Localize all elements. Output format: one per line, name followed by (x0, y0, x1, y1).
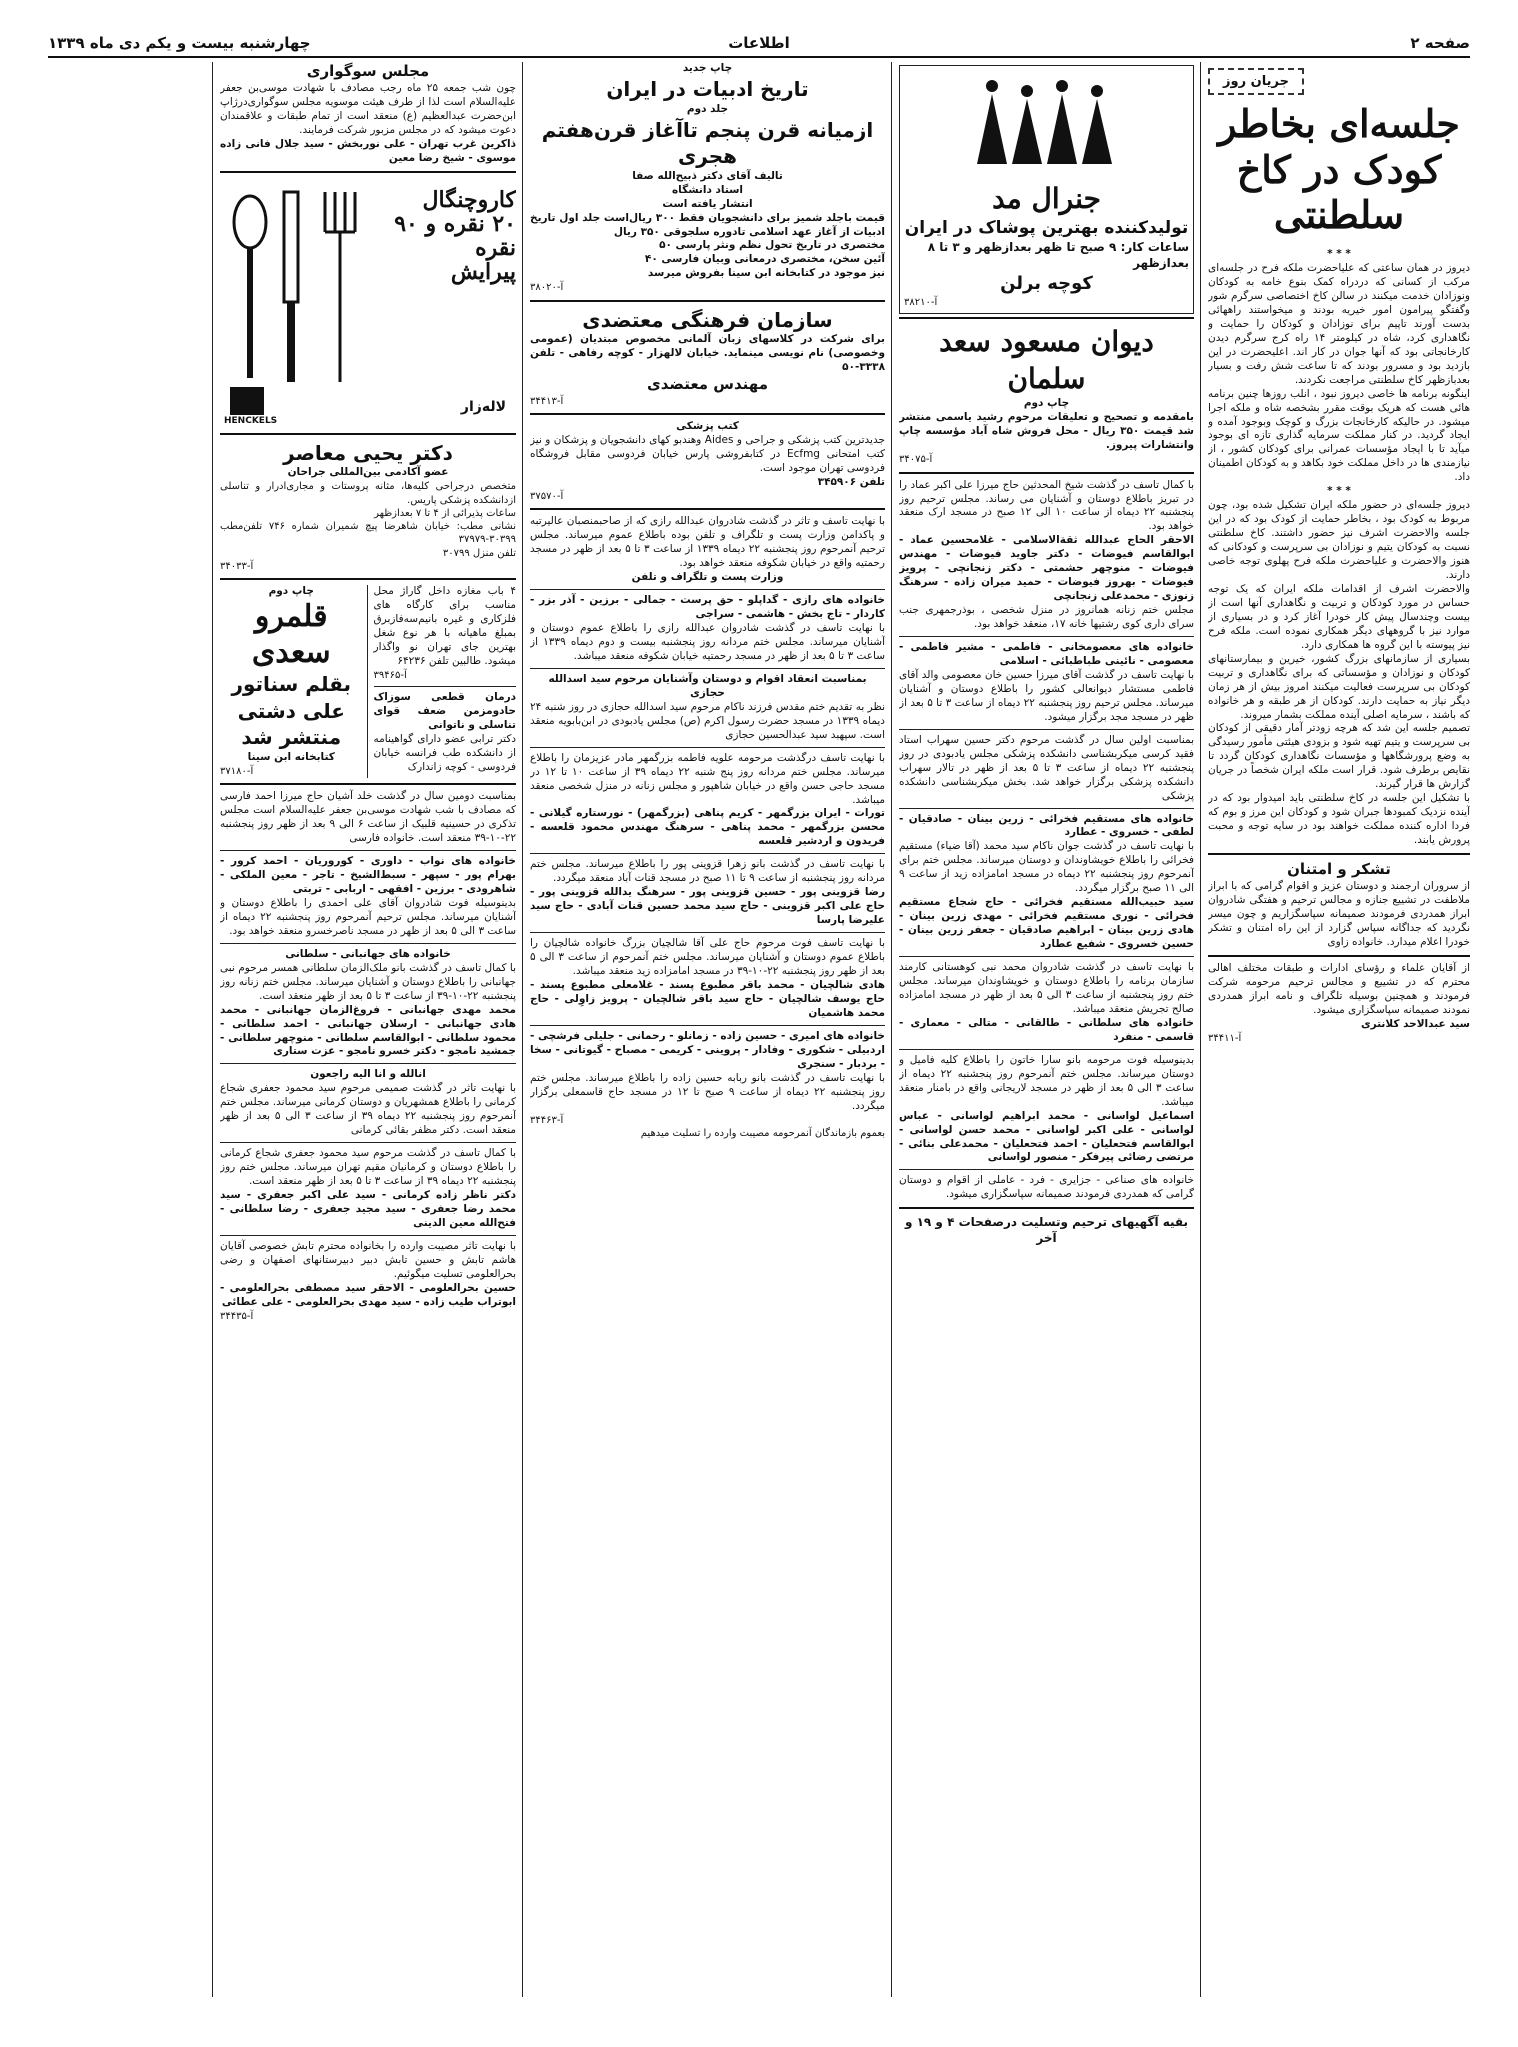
book2-author: بقلم سناتور علی دشتی (231, 672, 352, 723)
article-paragraph: اینگونه برنامه ها خاصی دیروز نبود ، انلب روزها چنین برنامه هائی هست که هریک بوقت مقرر بشخصه شاه و ملکه اجرا میشود. در حالیکه کارخانجات بزرگ و کوچک وبوجود آمده و ایجاد گردید. در کنار مملکت سرمایه گذاری تازه ای بوجود میآید تا با ایجاد مؤسسات عمرانی برای کودکان کشور ، از نیازمندی ها در داخل مملکت خود بکاهد و به کودکان اطمینان داد. (1208, 387, 1470, 484)
ad-reference: آ-۳۴۴۶۳ (530, 1114, 564, 1126)
divan-title: دیوان مسعود سعد سلمان (899, 317, 1194, 397)
obituary-notice: با نهایت تاسف درگذشت مرحومه علویه فاطمه بزرگمهر مادر عزیزمان را باطلاع میرساند. مجلس ختم مردانه روز پنج شنبه ۲۲ دیماه ۳۹ از ساعت ۱۰ تا ۱۲ در مسجد حاجی حسن واقع در خیابان شاهپور و مجلس زنانه در منزل شخصی منعقد میباشد. (530, 751, 885, 806)
book-volume: جلد دوم (686, 102, 729, 115)
obituary-families: خانواده های جهانبانی - سلطانی (285, 947, 451, 960)
ad-reference: آ-۳۸۲۱۰ (904, 296, 938, 308)
org-title: سازمان فرهنگی معتضدی (582, 307, 833, 332)
obituary-heading: بمناسبت انعقاد اقوام و دوستان وآشنایان مرحوم سید اسدالله حجازی (548, 672, 867, 699)
obituary-signers: هادی شالچیان - محمد باقر مطبوع پسند - غلامعلی مطبوع پسند - حاج یوسف شالچیان - حاج سید باقر شالچیان - پرویز زاوِلی - حاج محمد هاشمیان (530, 978, 885, 1019)
product-line-1: کاروچنگال (422, 186, 516, 213)
obituary-signers: سید حبیب‌الله مستقیم فخرائی - حاج شجاع مستقیم فخرائی - نوری مستقیم فخرائی - مهدی زرین بینان - هادی زرین بینان - ابراهیم صادقیان - جعفر زرین بینان - حسین خسروی - شفیع عطارد (899, 896, 1194, 951)
ad-reference: آ-۳۴۰۷۵ (899, 454, 933, 466)
obituary-notice: با نهایت تاسف در گذشت شادروان عبدالله رازی را باطلاع عموم دوستان و آشنایان میرساند. مجلس ختم مردانه روز پنجشنبه بیست و دوم دیماه ۱۳۳۹ از ساعت ۳ تا ۵ بعد از ظهر در مسجد رحمتیه خیابان شکوفه منعقد میباشد. (530, 622, 885, 662)
column-rule (891, 62, 892, 1997)
newspaper-name: اطلاعات (728, 34, 790, 52)
ad-reference: آ-۳۴۴۱۳ (530, 396, 564, 407)
obituary-notice: با نهایت تاسف در گذشت آقای میرزا حسین خان معصومی والد آقای فاطمی مستشار دیوانعالی کشور را باطلاع دوستان و آشنایان میرساند. مجلس ترحیم روز پنجشنبه ۲۲ دیماه از ساعت ۳ تا ۵ بعد از ظهر در مسجد مجد برگزار میشود. (899, 668, 1194, 723)
column-rule (1200, 62, 1201, 1997)
stars-divider: * * * (1327, 485, 1351, 498)
obituary-signers: اسماعیل لواسانی - محمد ابراهیم لواسانی - عباس لواسانی - علی اکبر لواسانی - محمد حسن لواسانی - ابوالقاسم فتحعلیان - احمد فتحعلیان - محمدعلی بنائی - مرتضی رضائی پیرفکر - منصور لواسانی (899, 1109, 1194, 1164)
mourning-title: مجلس سوگواری (306, 62, 430, 80)
book-author: تالیف آقای دکتر ذبیح‌الله صفا (632, 169, 783, 182)
column-fashion-notices (899, 62, 1194, 1997)
obituary-notice: با کمال تاسف در گذشت شیخ المحدثین حاج میرزا علی اکبر عماد را در تبریز باطلاع دوستان و آشنایان می رساند. مجلس ترحیم روز پنجشنبه ۲۲ دیماه از ساعت ۱۰ الی ۱۲ صبح در مسجد ارک منعقد خواهد بود. (899, 478, 1194, 533)
book-subtitle: ازمیانه قرن پنجم تاآغاز قرن‌هفتم هجری (541, 117, 874, 169)
condolence-line: بعموم بازماندگان آنمرحومه مصیبت وارده را تسلیت میدهیم (640, 1127, 885, 1139)
obituary-notice: با نهایت تاسف در گذشت شادروان محمد نبی کوهستانی کارمند سازمان برنامه را باطلاع دوستان و خویشاوندان میرساند. مجلس ختم روز پنجشنبه از ساعت ۳ الی ۵ بعد از ظهر در مسجد امامزاده صالح تجریش منعقد میباشد. (899, 961, 1194, 1015)
book-published: انتشار یافته است (662, 197, 753, 210)
obituary-signers: رضا قزوینی پور - حسین قزوینی پور - سرهنگ یدالله قزوینی پور - حاج علی اکبر قزوینی - حاج سید محمد حسین قنات آبادی - حاج سید علیرضا پارسا (530, 886, 885, 927)
obituary-families: خانواده های نواب - داوری - کوروریان - احمد کرور - بهرام پور - سپهر - سبط‌الشیخ - تاجر - معین الملکی - شاهرودی - برزین - افقهی - اربابی - تربتی (220, 855, 516, 895)
masthead (48, 34, 1470, 58)
fashion-brand: جنرال مد (992, 182, 1101, 215)
product-line-2: ۲۰ نقره و ۹۰ نقره (394, 210, 516, 262)
obituary-families: خانواده های معصومخانی - فاطمی - مشیر فاطمی - معصومی - نائینی طباطبائی - اسلامی (899, 641, 1194, 667)
obituary-families: خانواده های رازی - گداپلو - حق پرست - جمالی - برزین - آذر بزر - کاردار - تاج بخش - هاشمی - سراجی (530, 594, 885, 621)
org-body: برای شرکت در کلاسهای زبان آلمانی مخصوص مبتدیان (عمومی وخصوصی) نام نویسی مینماید. خیابان لالهزار - کوچه رفاهی - تلفن ۳۳۳۸-۵۰ (530, 333, 885, 374)
obituary-notice: نظر به تقدیم ختم مقدس فرزند ناکام مرحوم سید اسدالله حجازی در روز شنبه ۲۴ دیماه ۱۳۳۹ در مسجد حضرت رسول اکرم (ص) مجلس یادبودی در ابن‌بابویه منعقد است. سپهبد سید عبدالحسین حجازی (530, 700, 885, 741)
article-paragraph: با تشکیل این جلسه در کاخ سلطنتی باید امیدوار بود که در آینده نزدیک کمبودها جبران شود و کودکان این مرز و بوم که فردا اداره کننده مملکت خواهند بود در سایه توجه و محبت پرورش یابند. (1208, 792, 1470, 847)
book2-kicker: چاپ دوم (268, 585, 314, 598)
obituary-notice: با نهایت تاثر در گذشت صمیمی مرحوم سید محمود جعفری شجاع کرمانی را باطلاع همشهریان و دوستان کرمانی میرساند. مجلس ختم آنمرحوم روز پنجشنبه ۲۲ دیماه ۳۹ از ساعت ۳ الی ۵ بعد از ظهر منعقد است. دکتر مظفر بقائی کرمانی (220, 1082, 516, 1137)
obituary-signers: حسین بحرالعلومی - الاحقر سید مصطفی بحرالعلومی - ابوتراب طیب زاده - سید مهدی بحرالعلومی - علی عطائی (220, 1281, 516, 1308)
obituary-families: خانواده های امیری - حسین زاده - زمانلو - رحمانی - جلیلی فرشچی - اردبیلی - شکوری - وفادار - پروینی - کریمی - مصباح - گیوتانی - سخا - بردبار - سنجری (530, 1029, 885, 1070)
ad-reference: آ-۳۸۰۲۰ (530, 282, 564, 294)
doctor-name: دکتر یحیی معاصر (283, 440, 453, 465)
obituary-notice: با کمال تاسف در گذشت مرحوم سید محمود جعفری شجاع کرمانی را باطلاع دوستان و کرمانیان مقیم تهران میرساند. مجلس ختم روز پنجشنبه ۲۲ دیماه ۳۹ از ساعت ۳ تا ۵ بعد از ظهر منعقد است. (220, 1147, 516, 1188)
obituary-notice: بمناسبت اولین سال در گذشت مرحوم دکتر حسین سهراب استاد فقید کرسی میکربشناسی دانشکده پزشکی مجلس یادبودی در روز پنجشنبه ۲۲ دیماه از ساعت ۳ تا ۵ بعد از ظهر در تالار سهراب دانشکده پزشکی برگزار خواهد شد. بخش میکربشناسی دانشکده پزشکی (899, 733, 1194, 802)
obituary-notice: مجلس ختم زنانه همانروز در منزل شخصی ، بوذرجمهری جنب سرای داری کوی رشتیها خانه ۱۷، منعقد خواهد بود. (899, 604, 1194, 631)
acknowledgement-body: از آقایان علماء و رؤسای ادارات و طبقات مختلف اهالی محترم که در تشییع و مجالس ترحیم مرحومه شرکت فرمودند و همچنین بوسیله تلگراف و نامه ابراز همدردی نمودند صمیمانه سپاسگزاری میشود. (1208, 961, 1470, 1016)
fashion-address: کوچه برلن (1000, 272, 1093, 294)
column-rule (522, 62, 523, 1997)
obituary-families: خانواده های مستقیم فخرائی - زرین بینان - صادقیان - لطفی - خسروی - عطارد (899, 812, 1194, 839)
article-paragraph: تصمیم جلسه این شد که هرچه زودتر آمار دقیقی از کودکان بی سرپرست و یتیم تهیه شود و بزودی هیئتی مأمور رسیدگی به وضع پرورشگاهها و مؤسسات نگاهداری کودکان گردد تا نقایص برطرف شود. قرار است ملکه ایران شخصاً در جریان گزارش ها قرار گیرند. (1208, 722, 1470, 791)
column-daily-events (1208, 62, 1470, 1997)
book-prices: قیمت باجلد شمیز برای دانشجویان فقط ۳۰۰ ریال‌است جلد اول تاریخ ادبیات از آغاز عهد اسلامی تادوره سلجوقی ۳۵۰ ریال مختصری در تاریخ تحول نظم ونثر پارسی ۵۰ آئین سخن، مختصری درمعانی وبیان فارسی ۴۰ نیز موجود در کتابخانه ابن سینا بفروش میرسد (530, 211, 885, 280)
book-kicker: چاپ جدید (682, 62, 733, 74)
obituary-families: خانواده های سلطانی - طالقانی - متالی - معماری - قاسمی - منفرد (899, 1016, 1194, 1043)
acknowledgement-signature: سید عبدالاحد کلانتری (1360, 1017, 1470, 1030)
obituary-notice: با نهایت تاسف در گذشت بانو ربابه حسین زاده را باطلاع میرساند. مجلس ختم روز پنجشنبه ۲۲ دیماه از ساعت ۹ صبح تا ۱۲ در مسجد حاج قاسمعلی برگزار میگردد. (530, 1071, 885, 1112)
obituary-notice: با کمال تاسف در گذشت بانو ملک‌الزمان سلطانی همسر مرحوم نبی جهانبانی را باطلاع دوستان و آشنایان میرساند. مجلس ختم زنانه روز پنجشنبه ۲۲-۱۰-۳۹ از ساعت ۳ تا ۵ بعد از ظهر منعقد است. (220, 961, 516, 1002)
main-headline: جلسه‌ای بخاطر کودک در کاخ سلطنتی (1218, 101, 1460, 238)
doctor-title: عضو آکادمی بین‌المللی جراحان (287, 466, 449, 479)
org-signature: مهندس معتضدی (647, 375, 768, 394)
obituary-signers: محمد مهدی جهانبانی - فروغ‌الزمان جهانبانی - محمد هادی جهانبانی - ارسلان جهانبانی - احمد سلطانی - محمود سلطانی - ابوالقاسم سلطانی - منوچهر سلطانی - جمشید نامجو - دکتر خسرو نامجو - عزت ستاری (220, 1003, 516, 1058)
clinic-ad-title: درمان قطعی سوزاک حادومزمن ضعف قوای تناسلی و ناتوانی (373, 691, 516, 732)
obituary-notice: بدینوسیله فوت مرحومه بانو سارا خاتون را باطلاع کلیه فامیل و دوستان میرساند. مجلس ختم آنمرحوم روز پنجشنبه ۲۲ دیماه از ساعت ۳ الی ۵ بعد از ظهر در مسجد لاریجانی واقع در بامنار منعقد میباشد. (899, 1053, 1194, 1108)
ad-reference: آ-۳۷۵۷۰ (530, 491, 564, 503)
hours-label: ساعات کار: (1120, 239, 1189, 254)
obituary-heading: انالله و انا الیه راجعون (310, 1068, 426, 1081)
obituary-notice: با نهایت تاسف در گذشت بانو زهرا قزوینی پور را باطلاع میرساند. مجلس ختم مردانه روز پنجشنبه از ساعت ۹ تا ۱۱ صبح در مسجد قنات آباد منعقد میگردد. (530, 858, 885, 885)
divan-body: بامقدمه و تصحیح و تعلیقات مرحوم رشید یاسمی منتشر شد قیمت ۳۵۰ ریال - محل فروش شاه آباد مؤسسه چاپ وانتشارات پیروز. (899, 411, 1194, 452)
book-author-role: استاد دانشگاه (671, 183, 744, 196)
medical-books-title: کتب پزشکی (676, 420, 739, 433)
henckels-brand: HENCKELS (224, 415, 278, 426)
ad-reference: آ-۳۹۴۶۵ (373, 670, 407, 681)
clinic-ad-body: دکتر ترابی عضو دارای گواهینامه از دانشکده طب فرانسه خیابان فردوسی - کوچه زاندارک (373, 733, 516, 774)
henckels-ad (220, 178, 516, 428)
obituary-notice: با نهایت تاسف در گذشت جوان ناکام سید محمد (آقا ضیاء) مستقیم فخرائی را باطلاع خویشاوندان و دوستان میرساند. مجلس ختم برای آنمرحوم روز پنجشنبه ۲۲ دیماه در مسجد امامزاده زید از ساعت ۹ الی ۱۱ صبح برگزار میگردد. (899, 840, 1194, 895)
fashion-ad (899, 65, 1194, 314)
column-ads-notices (220, 62, 516, 1997)
fashion-tagline: تولیدکننده بهترین پوشاک در ایران (904, 218, 1189, 239)
column-rule (212, 62, 213, 1997)
medical-books-body: جدیدترین کتب پزشکی و جراحی و Aides وهندبو کهای دانشجویان و پزشکان و نیز کتب امتحانی Ecfmg در کتابفروشی پارس خیابان فردوسی مقابل فروشگاه فردوسی تهران موجود است. (530, 434, 885, 475)
saadi-book-ad (220, 585, 368, 778)
issue-date: چهارشنبه بیست و یکم دی ماه ۱۳۳۹ (48, 34, 311, 52)
shop-location: لاله‌زار (460, 398, 506, 415)
doctor-details: متخصص درجراحی کلیه‌ها، مثانه پروستات و مجاری‌ادرار و تناسلی ازدانشکده پزشکی پاریس. ساعات پذیرائی از ۴ تا ۷ بعدازظهر نشانی مطب: خیابان شاهرضا پیچ شمیران شماره ۷۴۶ تلفن‌مطب ۳۰۳۹۹-۳۷۹۷۹ تلفن منزل ۳۰۷۹۹ (220, 481, 516, 559)
obituary-signers: الاحقر الحاج عبدالله ثقة‌الاسلامی - غلامحسین عماد - ابوالقاسم فیوضات - دکتر جاوید فیوضات - مهندس فیوضات - منوچهر حشمتی - دکتر زنجانچی - پرویز فیوضات - بهروز فیوضات - حمید میران زاده - سرهنگ زنوزی - محمدعلی زنجانچی (899, 534, 1194, 603)
shop-rent-body: ۴ باب مغازه داخل گاراژ محل مناسب برای کارگاه های فلزکاری و غیره بانیم‌سه‌فازبرق بمبلغ ماهیانه با هر نوع شغل بهترین جای تهران نو واگذار میشود. طالبین تلفن ۶۴۲۳۶ (373, 585, 516, 668)
hours-value: ۹ صبح تا ظهر بعدازظهر و ۳ تا ۸ بعدازظهر (927, 239, 1189, 270)
thanks-title: تشکر و امتنان (1287, 860, 1391, 879)
ad-reference: آ-۳۴۴۱۱ (1208, 1032, 1242, 1044)
medical-books-phone: تلفن ۳۴۵۹۰۶ (817, 476, 885, 489)
obituary-notice: با نهایت تاسف و تاثر در گذشت شادروان عبدالله رازی که از صاحبمنصبان عالیرتبه و پاکدامن وزارت پست و تلگراف و تلفن بوده باطلاع عموم میرساند. مجلس ترحیم آنمرحوم روز پنجشنبه ۲۲ دیماه ۱۳۳۹ از ساعت ۳ تا ۵ بعد از ظهر در مسجد رحمتیه واقع در خیابان شکوفه منعقد خواهد بود. (530, 515, 885, 570)
ad-reference: آ-۳۴۴۳۵ (220, 1310, 254, 1322)
obituary-notice: با نهایت تاسف فوت مرحوم حاج علی آقا شالچیان بزرگ خانواده شالچیان را باطلاع عموم دوستان و آشنایان میرساند. مجلس ختم آنمرحوم از ساعت ۳ الی ۵ بعد از ظهر روز پنجشنبه ۲۲-۱۰-۳۹ در مسجد امامزاده زید منعقد میباشد. (530, 937, 885, 977)
stars-divider: * * * (1327, 248, 1351, 261)
mourning-body: چون شب جمعه ۲۵ ماه رجب مصادف با شهادت موسی‌بن جعفر علیه‌السلام است لذا از طرف هیئت موسویه مجلس سوگواری‌درژاپ ابن‌حضرت عبدالعظیم (ع) منعقد است از تمام طبقات و علاقمندان دعوت میشود که در مجلس مزبور شرکت فرمایند. (220, 81, 516, 136)
continued-notice: بقیه آگهیهای ترحیم وتسلیت درصفحات ۴ و ۱۹ و آخر (904, 1215, 1189, 1246)
book2-title: قلمرو سعدی (251, 599, 331, 671)
fashion-figures-illustration (972, 74, 1122, 174)
article-paragraph: دیروز در همان ساعتی که علیاحضرت ملکه فرح در جلسه‌ای مرکب از کسانی که دردراه کمک بنوع خامه به کودکان ونوزادان خدمت میکنند در سالن کاخ اختصاصی سرگرم شور وگفتگو پیرامون امور خیریه بودند و میخواستند راههائی بدست آورند تاپیم برای نوزادان و کودکان را حمایت و نگاهداری کرد، شاه در کیلومتر ۱۴ راه کرج سرگرم دیدن کارخانجاتی بود که آنها جوان در کار اند. اعلیحضرت در این بازدید بود و مسرور بودند که تا ساعت شش رفت و بسیار بعدبازظهر کاخ سلطنتی مراجعت نکردند. (1208, 262, 1470, 386)
mourning-signers: ذاکرین غرب تهران - علی نوربخش - سید جلال فانی زاده موسوی - شیخ رضا معین (220, 137, 516, 164)
cutlery-illustration (220, 182, 370, 422)
obituary-signers: دکتر ناظر زاده کرمانی - سید علی اکبر جعفری - سید محمد رضا جعفری - سید مجید جعفری - رضا سلطانی - فتح‌الله معین الدینی (220, 1189, 516, 1229)
article-paragraph: والاحضرت اشرف از اقدامات ملکه ایران که یک توجه حساس در مورد کودکان و تربیت و نگاهداری آنها است از بیست وچندسال پیش کار خودرا آغاز کرد و در بسیاری از موارد نیز با گروههای دیگر همکاری نموده است. ملکه فرح نیز پیوسته با این گروه ها همکاری دارد. (1208, 582, 1470, 651)
column-books-notices (530, 62, 885, 1997)
obituary-signer: وزارت پست و تلگراف و تلفن (631, 571, 784, 584)
book-title: تاریخ ادبیات در ایران (606, 76, 809, 101)
section-kicker: جریان روز (1208, 68, 1304, 95)
product-line-3: پیرایش (450, 259, 516, 286)
ad-reference: آ-۳۷۱۸۰ (220, 765, 254, 777)
article-paragraph: دیروز جلسه‌ای در حضور ملکه ایران تشکیل شده بود، چون مربوط به کودک بود ، بخاطر حمایت از کودک بود که در این جلسه والاحضرت اشرف نیز حضور داشتند. کاخ سلطنتی نسبت به کودکان یتیم و نوزادان بی سرپرست و کودکانی که هنوز والاحضرت و علیاحضرت ملکه فرح پهلوی توجه خاصی دارند. (1208, 499, 1470, 581)
book2-published: منتشر شد (241, 725, 342, 750)
obituary-notice: بدینوسیله فوت شادروان آقای علی احمدی را باطلاع دوستان و آشنایان میرساند. مجلس ترحیم آنمرحوم روز پنجشنبه ۲۲ دیماه از ساعت ۳ الی ۵ بعد از ظهر در مسجد ناصرخسرو منعقد خواهد بود. (220, 896, 516, 937)
obituary-signers: تورات - ایران بزرگمهر - کریم پناهی (بزرگمهر) - نورستاره گیلانی - محسن بزرگمهر - محمد پناهی - سرهنگ مهندس محمود قلعسه - فریدون و اردشیر قلعسه (530, 807, 885, 848)
obituary-notice: بمناسبت دومین سال در گذشت خلد آشیان حاج میرزا احمد فارسی که مصادف با شب شهادت موسی‌بن جعفر علیه‌السلام است مجلس تذکری در حسینیه قلبیک از ساعت ۶ الی ۹ بعد از ظهر روز پنجشنبه ۲۲-۱۰-۳۹ منعقد است. خانواده فارسی (220, 790, 516, 845)
page-number: صفحه ۲ (1410, 34, 1470, 52)
obituary-notice: خانواده های صناعی - جزایری - فرد - عاملی از اقوام و دوستان گرامی که همدردی فرمودند صمیمانه سپاسگزاری میشود. (899, 1174, 1194, 1201)
article-paragraph: بسیاری از سازمانهای بزرگ کشور، خیرین و بیمارستانهای کودکان و نوزادان و مؤسساتی که برای نگاهداری و تربیت کودکان بی سرپرست فعالیت میکنند امروز بیش از هر زمان دیگر نیاز به حمایت دارند. کودکان از هر طبقه و هر خانواده که باشند ، سرمایه اصلی آینده مملکت بشمار میروند. (1208, 652, 1470, 721)
divan-edition: چاپ دوم (1023, 397, 1070, 410)
shop-rent-ad (374, 585, 517, 778)
book2-store: کتابخانه ابن سینا (247, 751, 335, 764)
thanks-body: از سروران ارجمند و دوستان عزیز و اقوام گرامی که با ابراز ملاطفت در تشییع جنازه و مجالس ترحیم و هفتگی شادروان ابراز همدردی فرمودند صمیمانه سپاسگزاریم و چون میسر نگردید که جداگانه سپاس گزارد از این راه امتنان و تشکر خودرا اعلام میدارد. خانواده زاوی (1208, 879, 1470, 948)
obituary-notice: با نهایت تاثر مصیبت وارده را بخانواده محترم تابش خصوصی آقایان هاشم تابش و حسین تابش دبیر دبیرستانهای اصفهان و رضی بحرالعلومی تسلیت میگوئیم. (220, 1239, 516, 1280)
ad-reference: آ-۳۴۰۳۳ (220, 560, 254, 572)
